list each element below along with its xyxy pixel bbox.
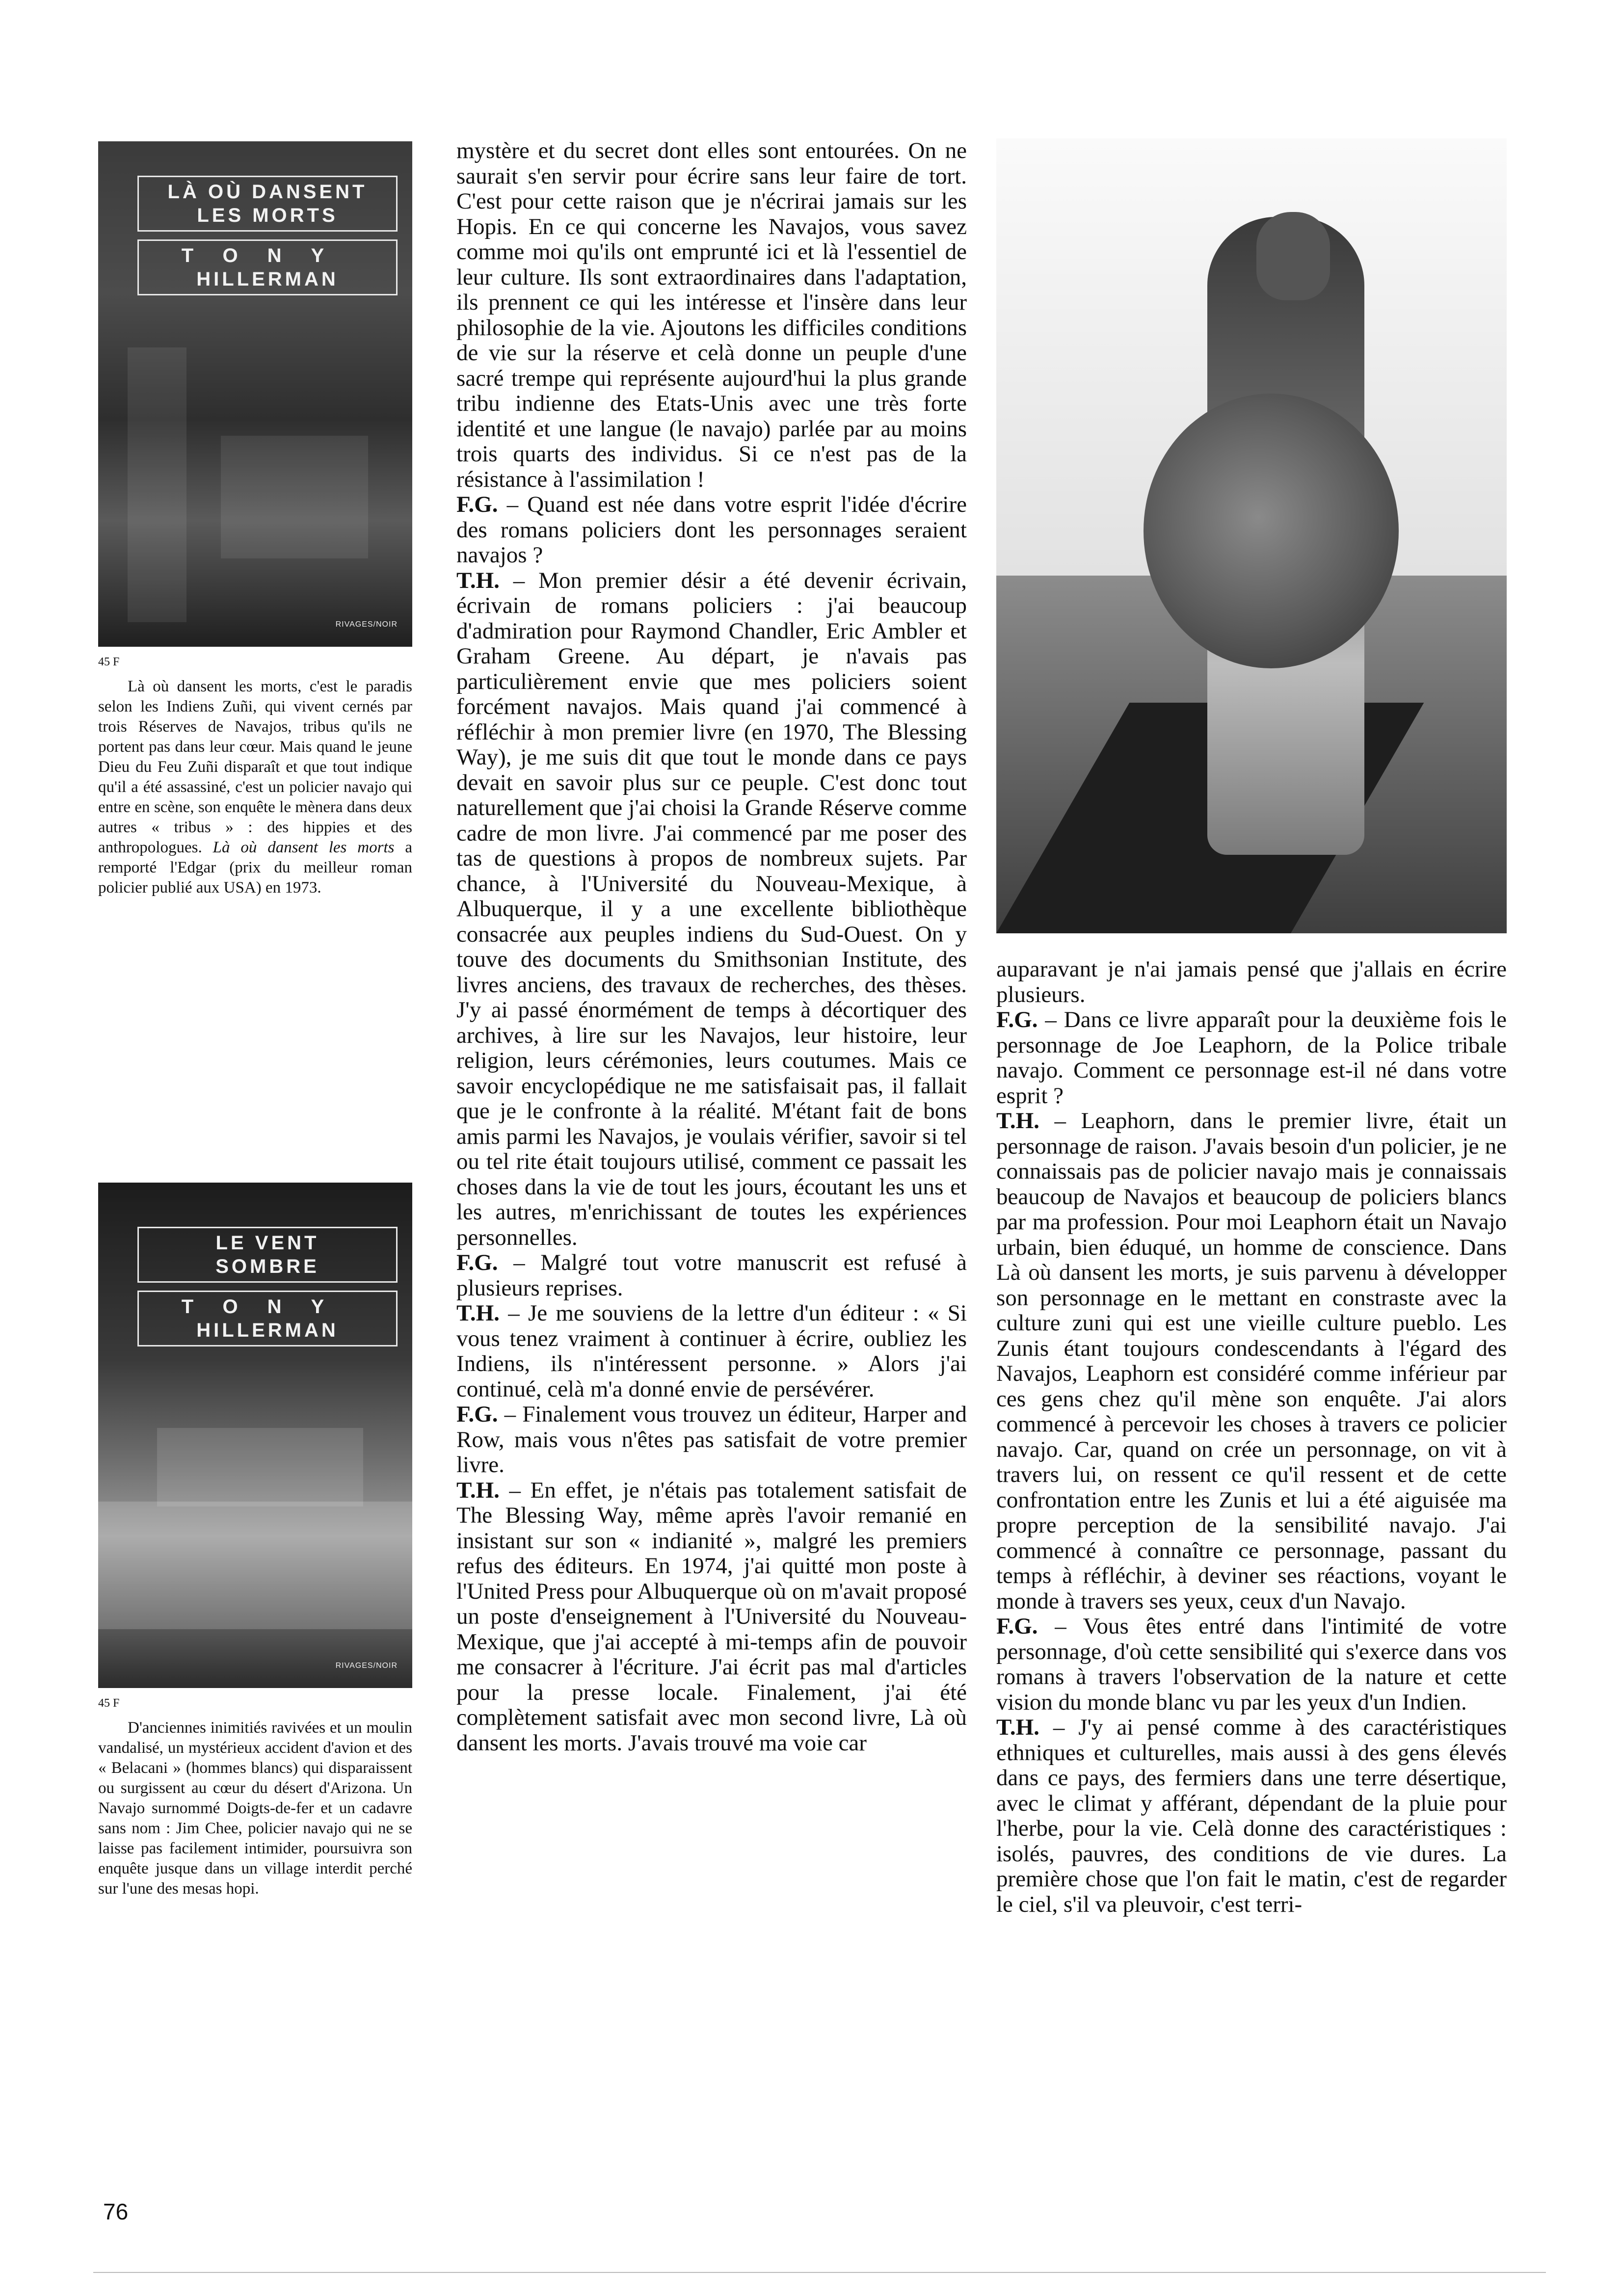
cover-photo-shape	[128, 347, 186, 622]
article-column-middle	[456, 138, 967, 1756]
photo-head	[1256, 212, 1330, 300]
cover-title	[137, 176, 398, 232]
paragraph	[996, 1007, 1507, 1108]
cover-author-last: HILLERMAN	[196, 268, 339, 290]
book-caption	[98, 677, 412, 898]
paragraph-text: – Vous êtes entré dans l'intimité de votre personnage, d'où cette sensibilité qui s'exerce dans vos romans à travers l'observation de la nature et cette vision du monde blanc vu par les yeux d'un Indien.	[996, 1613, 1507, 1715]
book-caption: D'anciennes inimitiés ravivées et un moulin vandalisé, un mystérieux accident d'avion et des « Belacani » (hommes blancs) qui disparaissent ou surgissent au cœur du désert d'Arizona. Un Navajo surnommé Doigts-de-fer et un cadavre sans nom : Jim Chee, policier navajo qui ne se laisse pas facilement intimider, poursuivra son enquête jusque dans un village interdit perché sur l'une des mesas hopi.	[98, 1719, 412, 1898]
paragraph	[996, 1614, 1507, 1715]
cover-title-line: LÀ OÙ DANSENT	[167, 181, 368, 203]
cover-title-line: LE VENT	[215, 1232, 319, 1254]
paragraph-text: – Malgré tout votre manuscrit est refusé à plusieurs reprises.	[456, 1250, 967, 1301]
paragraph-text: – En effet, je n'étais pas totalement satisfait de The Blessing Way, même après l'avoir remanié en insistant sur son « indianité », malgré les premiers refus des éditeurs. En 1974, j'ai quitté mon poste à l'United Press pour Albuquerque où on m'avait proposé un poste d'enseignement à l'Université du Nouveau-Mexique, que j'ai accepté à mi-temps afin de pouvoir me consacrer à l'écriture. J'ai écrit pas mal d'articles pour la presse locale. Finalement, j'ai été complètement satisfait avec mon second livre, Là où dansent les morts. J'avais trouvé ma voie car	[456, 1477, 967, 1756]
speaker-label: T.H.	[456, 567, 500, 593]
paragraph	[456, 492, 967, 568]
paragraph-text: – J'y ai pensé comme à des caractéristiques ethniques et culturelles, mais aussi à des gens élevés dans ce pays, des fermiers dans une terre désertique, avec le climat y afférant, dépendant de la pluie pour l'herbe, pour la vie. Celà donne des caractéristiques : isolés, pauvres, des conditions de vie dures. La première chose que l'on fait le matin, c'est de regarder le ciel, s'il va pleuvoir, c'est terri-	[996, 1715, 1507, 1917]
paragraph	[456, 568, 967, 1251]
cover-author	[137, 239, 398, 295]
speaker-label: T.H.	[996, 1108, 1039, 1134]
book-price: 45 F	[98, 656, 120, 668]
caption-text: Là où dansent les morts, c'est le paradis selon les Indiens Zuñi, qui vivent cernés par trois Réserves de Navajos, tribus qu'ils ne portent pas dans leur cœur. Mais quand le jeune Dieu du Feu Zuñi disparaît et que tout indique qu'il a été assassiné, c'est un policier navajo qui entre en scène, son enquête le mènera dans deux autres « tribus » : des hippies et des anthropologues.	[98, 678, 412, 856]
paragraph-text: mystère et du secret dont elles sont entourées. On ne saurait s'en servir pour écrire sans leur faire de tort. C'est pour cette raison que je n'écrirai jamais sur les Hopis. En ce qui concerne les Navajos, vous savez comme moi qu'ils ont emprunté ici et là l'essentiel de leur culture. Ils sont extraordinaires dans l'adaptation, ils prennent ce qui les intéresse et l'insère dans leur philosophie de la vie. Ajoutons les difficiles conditions de vie sur la réserve et celà donne un peuple d'une sacré trempe qui représente aujourd'hui la plus grande tribu indienne des Etats-Unis avec une très forte identité et une langue (le navajo) parlée par au moins trois quarts des individus. Si ce n'est pas de la résistance à l'assimilation !	[456, 138, 967, 492]
cover-title	[137, 1227, 398, 1283]
paragraph-text: – Finalement vous trouvez un éditeur, Harper and Row, mais vous n'êtes pas satisfait de votre premier livre.	[456, 1401, 967, 1478]
speaker-label: F.G.	[456, 1401, 498, 1427]
paragraph-text: – Dans ce livre apparaît pour la deuxième fois le personnage de Joe Leaphorn, de la Police tribale navajo. Comment ce personnage est-il né dans votre esprit ?	[996, 1007, 1507, 1108]
cover-publisher: RIVAGES/NOIR	[335, 620, 398, 629]
left-column	[98, 141, 412, 1899]
paragraph-text: – Leaphorn, dans le premier livre, était un personnage de raison. J'avais besoin d'un policier, je ne connaissais pas de policier navajo mais je connaissais beaucoup de Navajos et beaucoup de policiers blancs par ma profession. Pour moi Leaphorn était un Navajo urbain, bien éduqué, un homme de conscience. Dans Là où dansent les morts, je suis parvenu à développer son personnage en le mettant en constraste avec la culture zuni qui est une vieille culture pueblo. Les Zunis étant toujours condescendants à l'égard des Navajos, Leaphorn est considéré comme inférieur par ces gens chez qu'il mène son enquête. J'ai alors commencé à percevoir les choses à travers ce policier navajo. Car, quand on crée un personnage, on vit à travers lui, on ressent ce qu'il ressent et de cette confrontation entre les Zunis et lui a été aiguisée ma propre perception de la sensibilité navajo. J'ai commencé à connaître ce personnage, passant du temps à réfléchir, à deviner ses réactions, voyant le monde à travers ses yeux, ceux d'un Navajo.	[996, 1108, 1507, 1614]
cover-photo-shape	[221, 436, 368, 558]
paragraph-text: – Mon premier désir a été devenir écrivain, écrivain de romans policiers : j'ai beaucoup d'admiration pour Raymond Chandler, Eric Ambler et Graham Greene. Au départ, je n'avais pas particulièrement envie que mes policiers soient forcément navajos. Mais quand j'ai commencé à réfléchir à mon premier livre (en 1970, The Blessing Way), je me suis dit que tout le monde dans ce pays devait en savoir plus sur ce peuple. C'est donc tout naturellement que j'ai choisi la Grande Réserve comme cadre de mon livre. J'ai commencé par me poser des tas de questions à propos de nombreux sujets. Par chance, à l'Université du Nouveau-Mexique, à Albuquerque, il y a une excellente bibliothèque consacrée aux peuples indiens du Sud-Ouest. On y touve des documents du Smithsonian Institute, des livres anciens, des travaux de recherches, des thèses. J'y ai passé énormément de temps à décortiquer des archives, à lire sur les Navajos, leur histoire, leur religion, leurs cérémonies, leurs coutumes. Mais ce savoir encyclopédique ne me satisfaisait pas, il fallait que je le confronte à la réalité. M'étant fait de bons amis parmi les Navajos, je voulais vérifier, savoir si tel ou tel rite était toujours utilisé, comment ce passait les choses dans la vie de tout les jours, écoutant les uns et les autres, m'enrichissant de toutes les expériences personnelles.	[456, 567, 967, 1250]
speaker-label: T.H.	[996, 1715, 1039, 1740]
cover-title-line: LES MORTS	[197, 205, 338, 226]
article-column-right	[996, 957, 1507, 1917]
cover-author-last: HILLERMAN	[196, 1320, 339, 1341]
paragraph	[456, 1301, 967, 1402]
photo-drum	[1144, 394, 1399, 668]
paragraph-text: – Je me souviens de la lettre d'un éditeur : « Si vous tenez vraiment à continuer à écrire, oubliez les Indiens, ils n'intéressent personne. » Alors j'ai continué, celà m'a donné envie de persévérer.	[456, 1300, 967, 1402]
paragraph-text: – Quand est née dans votre esprit l'idée d'écrire des romans policiers dont les personnages seraient navajos ?	[456, 492, 967, 568]
caption-title-italic: Là où dansent les morts	[213, 839, 395, 856]
book-price: 45 F	[98, 1697, 120, 1710]
caption-text: a remporté l'Edgar (prix du meilleur roman policier publié aux USA) en 1973.	[98, 839, 412, 897]
page-number: 76	[103, 2199, 129, 2224]
cover-photo-shape	[98, 1502, 412, 1629]
paragraph	[996, 957, 1507, 1007]
speaker-label: T.H.	[456, 1477, 500, 1503]
speaker-label: F.G.	[456, 1250, 498, 1275]
book-cover-le-vent-sombre	[98, 1183, 412, 1688]
bottom-rule	[93, 2272, 1546, 2273]
paragraph	[996, 1715, 1507, 1917]
cover-author-first: TONY	[181, 245, 354, 266]
speaker-label: F.G.	[996, 1007, 1038, 1032]
paragraph	[996, 1108, 1507, 1614]
paragraph-text: auparavant je n'ai jamais pensé que j'allais en écrire plusieurs.	[996, 956, 1507, 1007]
paragraph	[456, 1402, 967, 1478]
speaker-label: T.H.	[456, 1300, 500, 1326]
paragraph	[456, 1250, 967, 1301]
cover-author-first: TONY	[181, 1296, 354, 1318]
cover-author	[137, 1291, 398, 1346]
photo-navajo-drummer	[996, 138, 1507, 933]
paragraph	[456, 1478, 967, 1756]
speaker-label: F.G.	[456, 492, 498, 517]
paragraph	[456, 138, 967, 492]
speaker-label: F.G.	[996, 1613, 1038, 1639]
cover-photo-shape	[157, 1428, 363, 1506]
cover-publisher: RIVAGES/NOIR	[335, 1662, 398, 1670]
book-cover-la-ou-dansent-les-morts	[98, 141, 412, 647]
cover-title-line: SOMBRE	[215, 1256, 319, 1277]
